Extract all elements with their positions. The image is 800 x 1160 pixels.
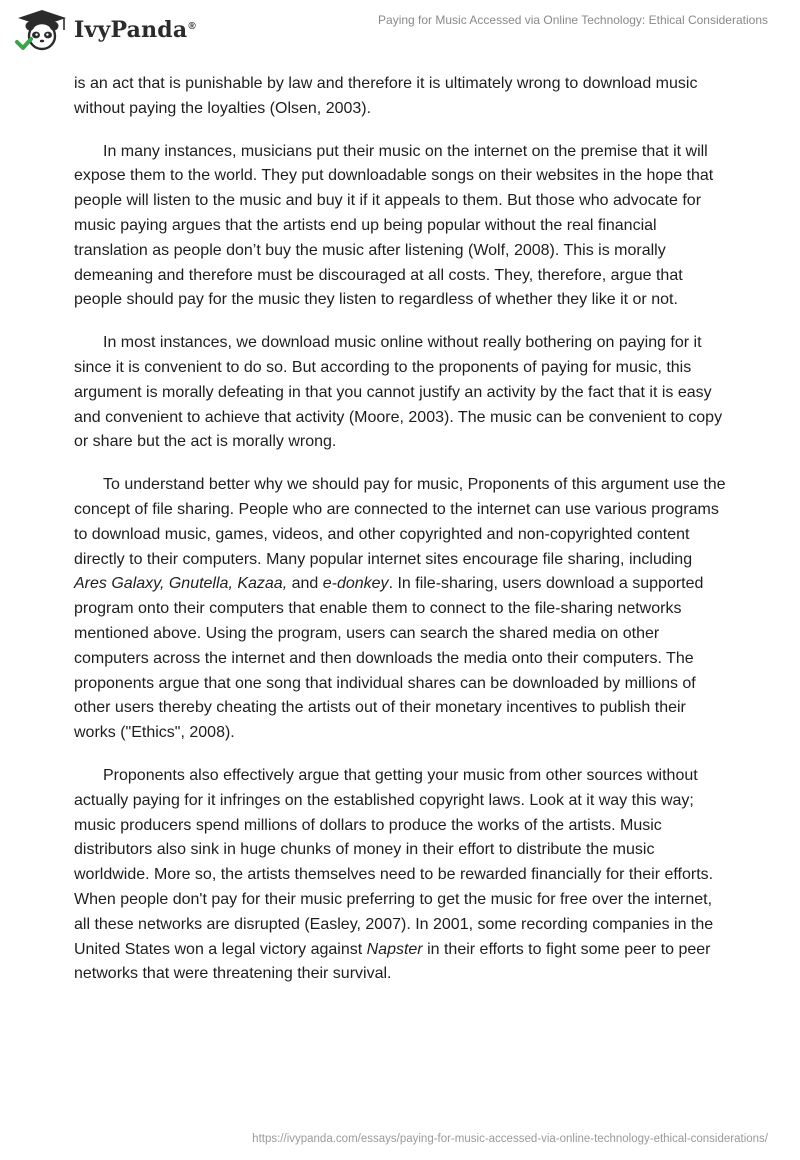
document-title: Paying for Music Accessed via Online Technology: Ethical Considerations [378,13,768,27]
essay-body [74,72,726,1005]
italic-site-names: Ares Galaxy, Gnutella, Kazaa, [74,575,288,593]
panda-graduate-icon [14,8,70,52]
paragraph-2: In many instances, musicians put their music on the internet on the premise that it will expose them to the world. They put downloadable songs on their websites in the hope that people will listen to the music and buy it if it appeals to them. But those who advocate for music paying argues that the artists end up being popular without the real financial translation as people don’t buy the music after listening (Wolf, 2008). This is morally demeaning and therefore must be discouraged at all costs. They, therefore, argue that people should pay for the music they listen to regardless of whether they like it or not. [74,142,714,309]
paragraph-3: In most instances, we download music online without really bothering on paying for it since it is convenient to do so. But according to the proponents of paying for music, this argument is morally defeating in that you cannot justify an activity by the fact that it is easy and convenient to achieve that activity (Moore, 2003). The music can be convenient to copy or share but the act is morally wrong. [74,334,723,451]
italic-napster: Napster [366,940,423,958]
brand-name: IvyPanda® [74,17,196,43]
paragraph-5: Proponents also effectively argue that getting your music from other sources without actually paying for it infringes on the established copyright laws. Look at it way this way; music producers spend millions of dollars to produce the works of the artists. Music distributors also sink in huge chunks of money in their effort to distribute the music worldwide. More so, the artists themselves need to be rewarded financially for their efforts. When people don't pay for their music preferring to get the music for free over the internet, all these networks are disrupted (Easley, 2007). In 2001, some recording companies in the United States won a legal victory against Napster in their efforts to fight some peer to peer networks that were threatening their survival. [74,766,714,983]
brand-logo[interactable] [14,8,196,52]
page-header [0,0,800,60]
registered-mark: ® [188,20,196,32]
paragraph-4: To understand better why we should pay for music, Proponents of this argument use the concept of file sharing. People who are connected to the internet can use various programs to download music, games, videos, and other copyrighted and non-copyrighted content directly to their computers. Many popular internet sites encourage file sharing, including Ares Galaxy, Gnutella, Kazaa, and e-donkey. In file-sharing, users download a supported program onto their computers that enable them to connect to the file-sharing networks mentioned above. Using the program, users can search the shared media on other computers across the internet and then downloads the media onto their computers. The proponents argue that one song that individual shares can be downloaded by millions of other users thereby cheating the artists out of their monetary incentives to publish their works ("Ethics", 2008). [74,476,726,742]
source-url[interactable]: https://ivypanda.com/essays/paying-for-music-accessed-via-online-technology-ethical-considerations/ [252,1133,768,1145]
italic-site-name: e-donkey [322,575,389,593]
paragraph-1: is an act that is punishable by law and therefore it is ultimately wrong to download music without paying the loyalties (Olsen, 2003). [74,75,698,117]
